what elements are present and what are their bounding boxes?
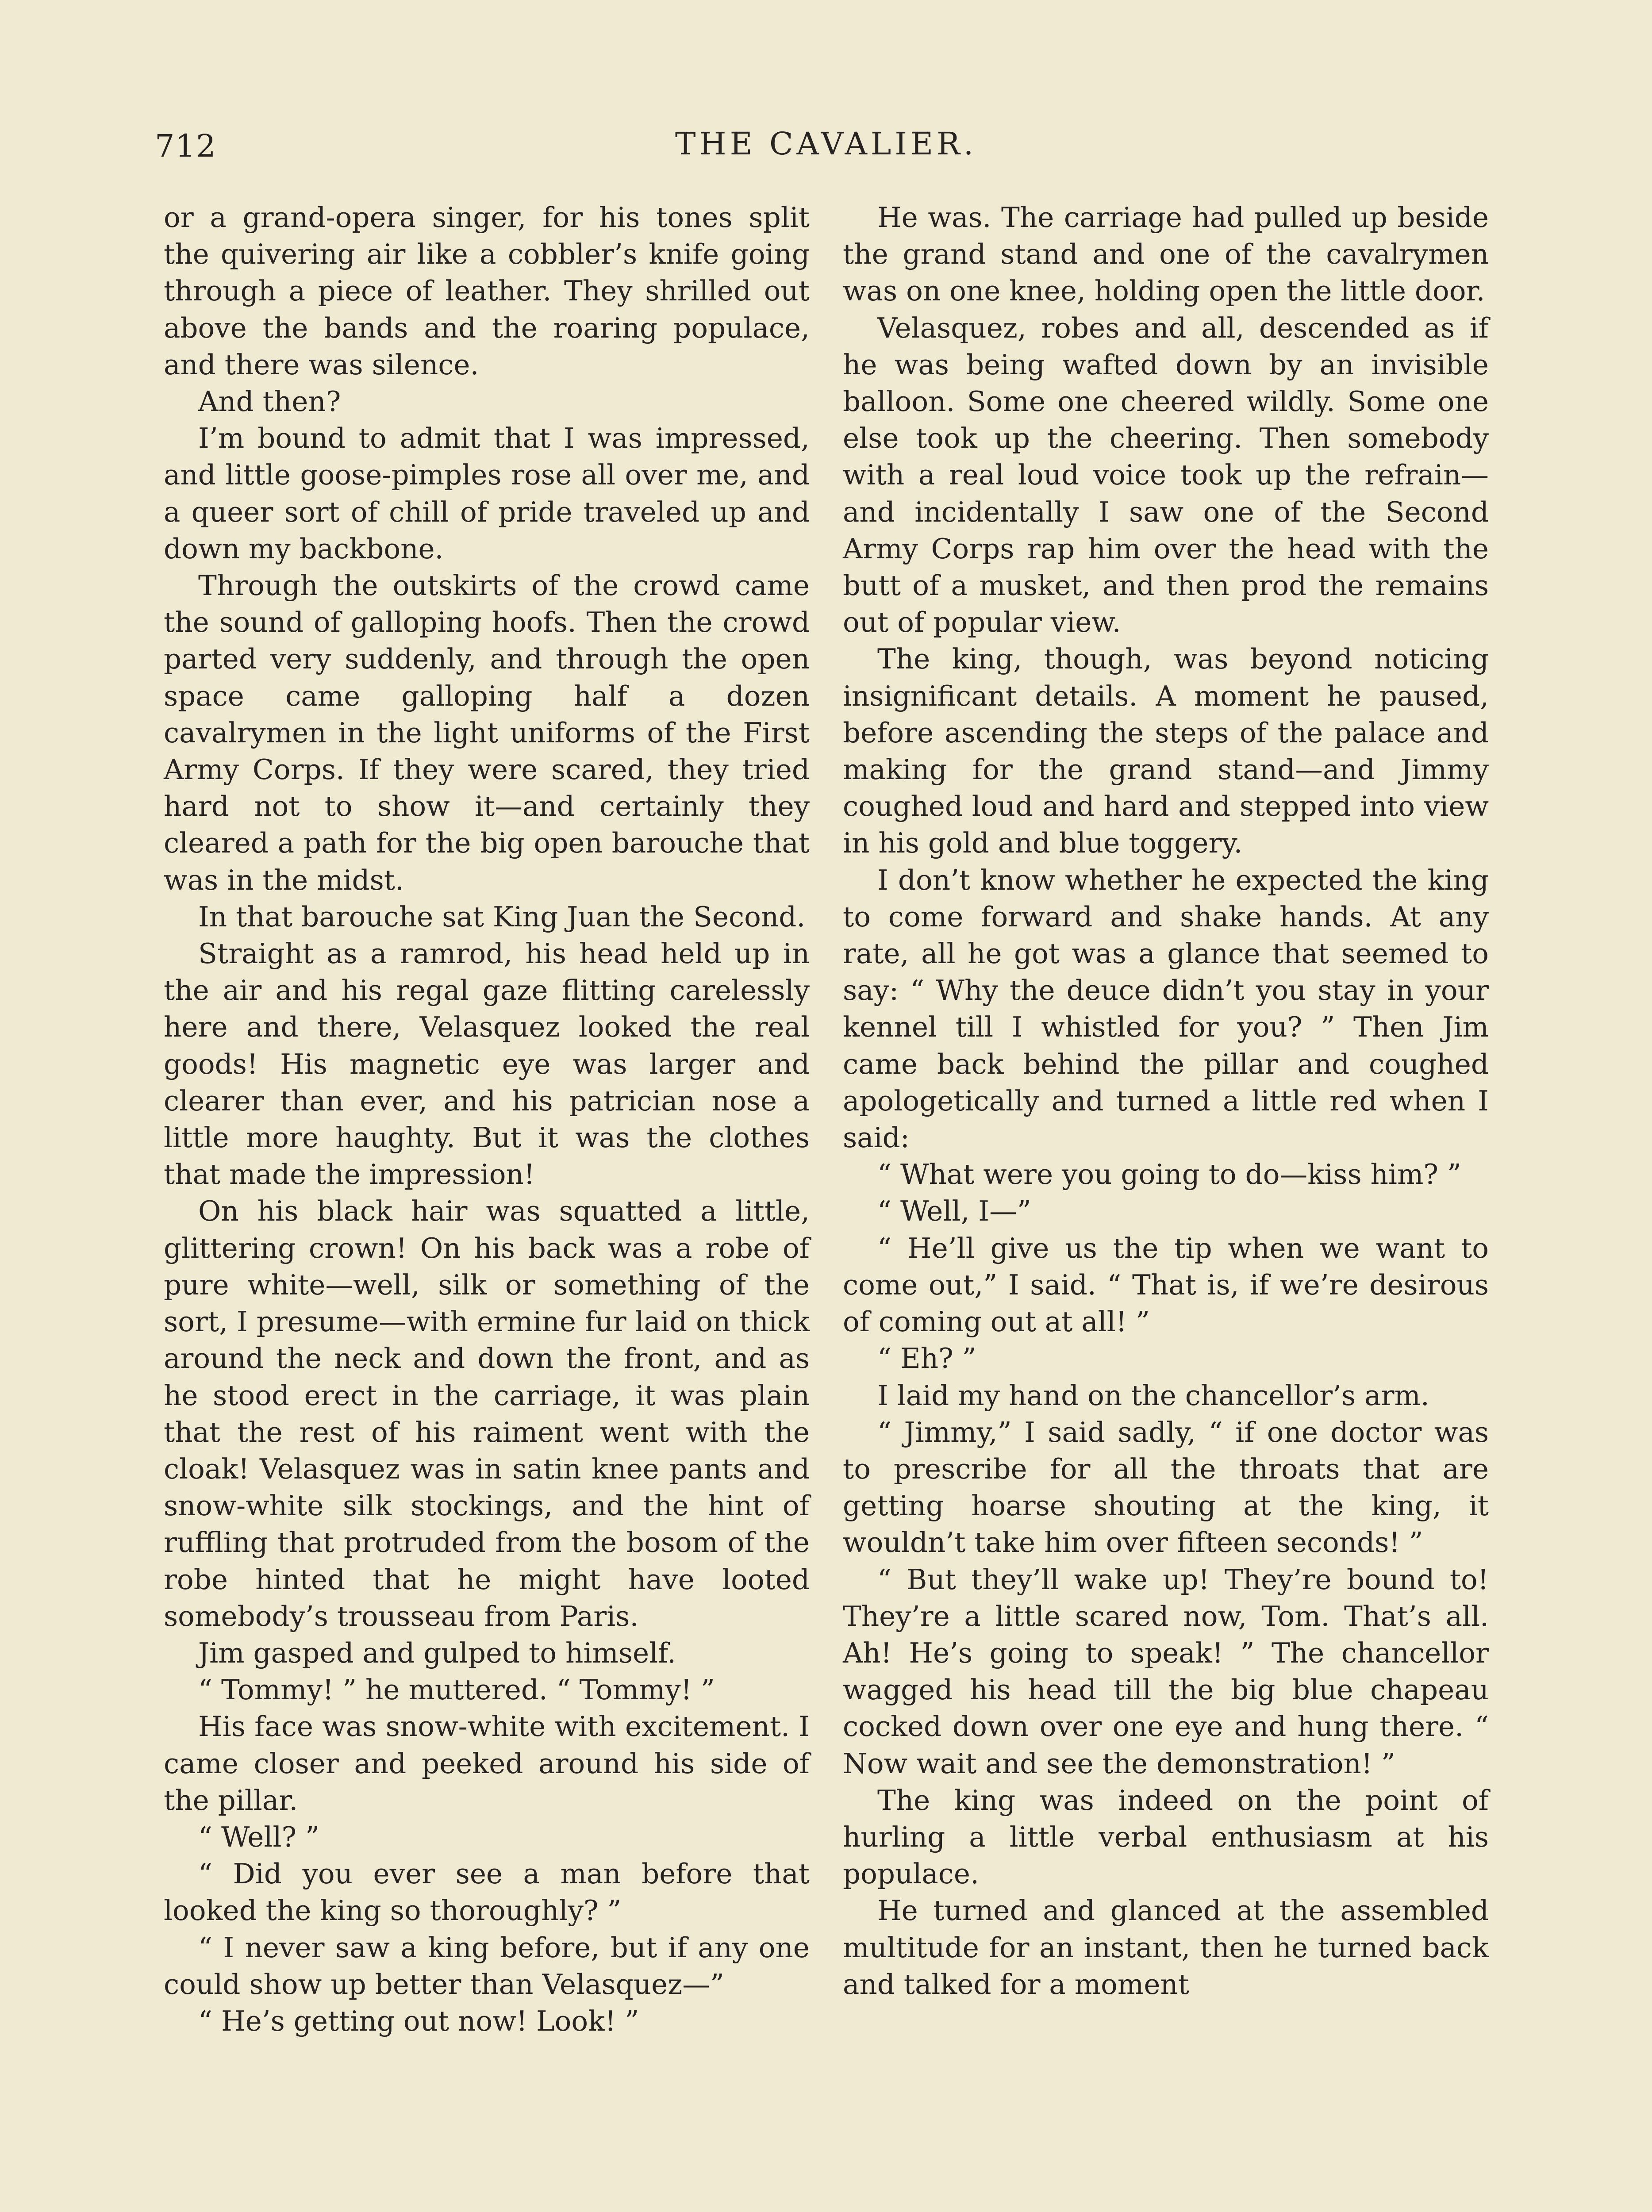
paragraph: “ Jimmy,” I said sadly, “ if one doctor was to prescribe for all the throats that are getting hoarse shouting at the king, it wouldn’t take him over fifteen seconds! ”: [843, 1416, 1489, 1559]
paragraph: “ What were you going to do—kiss him? ”: [877, 1158, 1461, 1191]
left-column: [164, 199, 810, 2039]
paragraph: Jim gasped and gulped to himself.: [198, 1636, 676, 1669]
paragraph: “ He’ll give us the tip when we want to come out,” I said. “ That is, if we’re desirous of coming out at all! ”: [843, 1232, 1489, 1338]
paragraph: I laid my hand on the chancellor’s arm.: [877, 1379, 1429, 1412]
paragraph: He was. The carriage had pulled up beside the grand stand and one of the cavalrymen was on one knee, holding open the little door.: [843, 201, 1489, 307]
paragraph: Straight as a ramrod, his head held up in the air and his regal gaze flitting carelessly here and there, Velasquez looked the real goods! His magnetic eye was larger and clearer than ever, and his patrician nose a little more haughty. But it was the clothes that made the impression!: [164, 937, 810, 1191]
paragraph: The king, though, was beyond noticing insignificant details. A moment he paused, before ascending the steps of the palace and making for the grand stand—and Jimmy coughed loud and hard and stepped into view in his gold and blue toggery.: [843, 643, 1489, 860]
page-number: 712: [155, 128, 217, 164]
paragraph: “ But they’ll wake up! They’re bound to! They’re a little scared now, Tom. That’s all. Ah! He’s going to speak! ” The chancellor wagged his head till the big blue chapeau cocked down over one eye and hung there. “ Now wait and see the demonstration! ”: [843, 1563, 1489, 1780]
paragraph: In that barouche sat King Juan the Second.: [198, 900, 806, 933]
paragraph: “ Tommy! ” he muttered. “ Tommy! ”: [198, 1674, 715, 1706]
paragraph: He turned and glanced at the assembled multitude for an instant, then he turned back and talked for a moment: [843, 1894, 1489, 2001]
paragraph: “ Eh? ”: [877, 1342, 976, 1375]
paragraph: On his black hair was squatted a little, glittering crown! On his back was a robe of pure white—well, silk or something of the sort, I presume—with ermine fur laid on thick around the neck and down the front, and as he stood erect in the carriage, it was plain that the rest of his raiment went with the cloak! Velasquez was in satin knee pants and snow-white silk stockings, and the hint of ruffling that protruded from the bosom of the robe hinted that he might have looted somebody’s trousseau from Paris.: [164, 1195, 810, 1632]
paragraph: “ He’s getting out now! Look! ”: [198, 2005, 639, 2037]
paragraph: I’m bound to admit that I was impressed, and little goose-pimples rose all over me, and a queer sort of chill of pride traveled up and down my backbone.: [164, 422, 810, 565]
right-column: [843, 199, 1489, 2003]
paragraph: “ Well, I—”: [877, 1195, 1031, 1228]
running-title: THE CAVALIER.: [675, 126, 977, 162]
paragraph: “ Did you ever see a man before that looked the king so thoroughly? ”: [164, 1858, 810, 1927]
paragraph: His face was snow-white with excitement. I came closer and peeked around his side of the pillar.: [164, 1710, 810, 1816]
paragraph: or a grand-opera singer, for his tones split the quivering air like a cobbler’s knife going through a piece of leather. They shrilled out above the bands and the roaring populace, and there was silence.: [164, 201, 810, 381]
paragraph: The king was indeed on the point of hurling a little verbal enthusiasm at his populace.: [843, 1784, 1489, 1890]
paragraph: “ Well? ”: [198, 1820, 320, 1853]
paragraph: I don’t know whether he expected the king to come forward and shake hands. At any rate, all he got was a glance that seemed to say: “ Why the deuce didn’t you stay in your kennel till I whistled for you? ” Then Jim came back behind the pillar and coughed apologetically and turned a little red when I said:: [843, 864, 1489, 1154]
paragraph: Velasquez, robes and all, descended as if he was being wafted down by an invisible balloon. Some one cheered wildly. Some one else took up the cheering. Then somebody with a real loud voice took up the refrain—and incidentally I saw one of the Second Army Corps rap him over the head with the butt of a musket, and then prod the remains out of popular view.: [843, 311, 1489, 639]
paragraph: “ I never saw a king before, but if any one could show up better than Velasquez—”: [164, 1931, 810, 2001]
paragraph: Through the outskirts of the crowd came the sound of galloping hoofs. Then the crowd parted very suddenly, and through the open space came galloping half a dozen cavalrymen in the light uniforms of the First Army Corps. If they were scared, they tried hard not to show it—and certainly they cleared a path for the big open barouche that was in the midst.: [164, 569, 810, 896]
paragraph: And then?: [198, 385, 341, 418]
